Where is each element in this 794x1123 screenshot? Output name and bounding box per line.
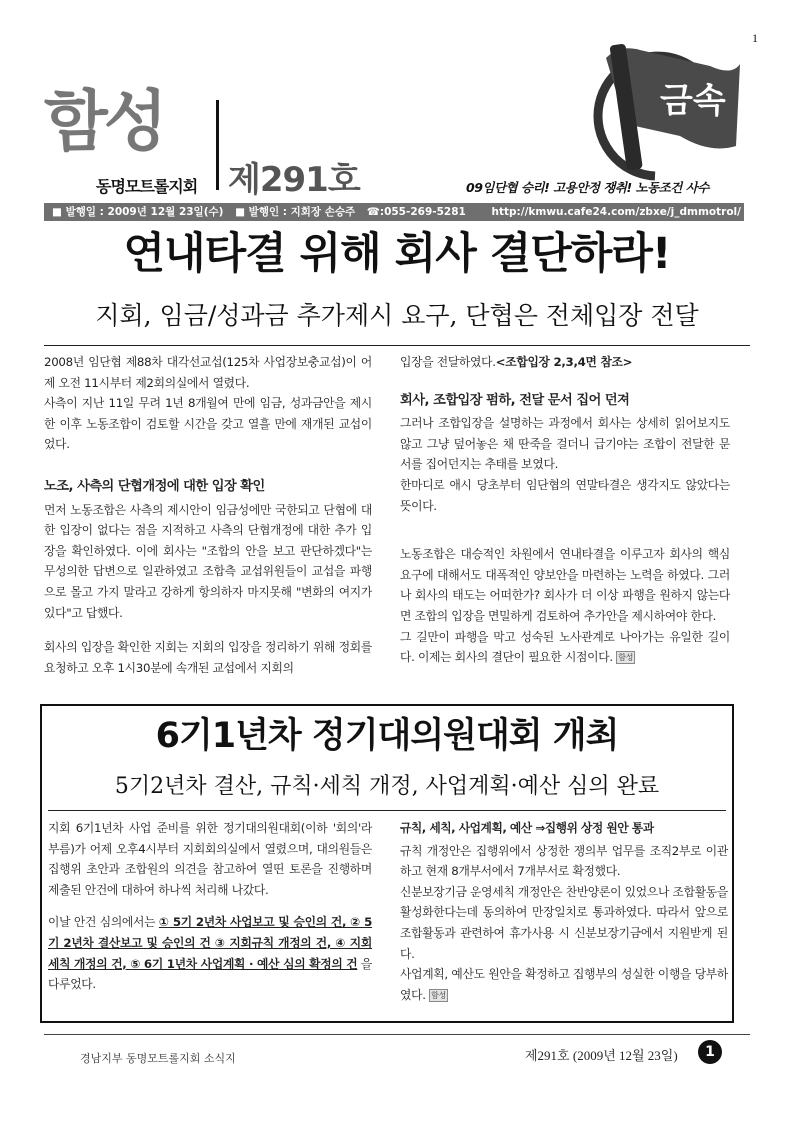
section-heading: 회사, 조합입장 펌하, 전달 문서 집어 던져 xyxy=(400,392,630,408)
paragraph: 입장을 전달하였다.<조합입장 2,3,4면 참조> xyxy=(400,355,633,369)
slogan: 09임단협 승리! 고용안정 쟁취! 노동조건 사수 xyxy=(466,180,709,195)
paragraph: 사측이 지난 11일 무려 1년 8개월여 만에 임금, 성과금안을 제시한 이후 노동조합이 검토할 시간을 갖고 열흘 만에 재개된 교섭이었다. xyxy=(44,396,372,452)
issue-number: 제291호 xyxy=(228,160,360,200)
paragraph: 그 길만이 파행을 막고 성숙된 노사관계로 나아가는 유일한 길이다. 이제는 회사의 결단이 필요한 시점이다. 함성 xyxy=(400,629,730,665)
section-heading: 규칙, 세칙, 사업계획, 예산 ⇒집행위 상정 원안 통과 xyxy=(400,821,654,835)
paragraph: 먼저 노동조합은 사측의 제시안이 임금성에만 국한되고 단협에 대한 입장이 없다는 점을 지적하고 사측의 단협개정에 대한 추가 입장을 확인하였다. 이에 회사는 "조합의 안을 보고 판단하겠다"는 무성의한 답변으로 일관하였고 조합측 교섭위원들이 교섭을 파행으로 몰고 가지 말라고 강하게 항의하자 마지못해 "변화의 여지가 있다"고 답했다. xyxy=(44,502,372,620)
article2-right-column xyxy=(400,818,728,1005)
footer-rule xyxy=(44,1034,750,1035)
footer-page-badge: 1 xyxy=(698,1040,722,1064)
publish-date: ■ 발행일 : 2009년 12월 23일(수) xyxy=(52,206,224,218)
masthead-divider xyxy=(216,100,219,190)
article2-subheadline: 5기2년차 결산, 규칙·세칙 개정, 사업계획·예산 심의 완료 xyxy=(114,774,660,799)
article1-right-column xyxy=(400,352,730,668)
end-tag: 함성 xyxy=(618,653,634,663)
page-number: 1 xyxy=(752,31,758,45)
paragraph: 지회 6기1년차 사업 준비를 위한 정기대의원대회(이하 '회의'라 부름)가 어제 오후4시부터 지회회의실에서 열렸으며, 대의원들은 집행위 초안과 조합원의 의견을 참고하여 열띤 토론을 진행하며 제출된 안건에 대하여 하나씩 처리해 나갔다. xyxy=(48,821,372,897)
headline-rule xyxy=(44,345,750,346)
main-subheadline: 지회, 임금/성과금 추가제시 요구, 단협은 전체입장 전달 xyxy=(95,301,699,330)
paragraph: 신분보장기금 운영세칙 개정안은 찬반양론이 있었으나 조합활동을 활성화한다는데 동의하여 만장일치로 통과하였다. 따라서 앞으로 조합활동과 관련하여 휴가사용 시 신분보장기금에서 지원받게 된다. xyxy=(400,884,728,961)
main-headline: 연내타결 위해 회사 결단하라! xyxy=(123,229,671,279)
article2-headline: 6기1년차 정기대의원대회 개최 xyxy=(155,716,619,756)
union-flag-logo xyxy=(560,36,750,186)
reference-note: <조합입장 2,3,4면 참조> xyxy=(495,355,633,369)
footer-publication: 경남지부 동명모트롤지회 소식지 xyxy=(80,1052,236,1065)
agenda-items: ① 5기 2년차 사업보고 및 승인의 건, ② 5기 2년차 결산보고 및 승인의 건 ③ 지회규칙 개정의 건, ④ 지회 세칙 개정의 건, ⑤ 6기 1년차 사업계획 · 예산 심의 확정의 건 xyxy=(48,915,373,971)
paragraph: 이날 안건 심의에서는 ① 5기 2년차 사업보고 및 승인의 건, ② 5기 2년차 결산보고 및 승인의 건 ③ 지회규칙 개정의 건, ④ 지회 세칙 개정의 건, ⑤ 6기 1년차 사업계획 · 예산 심의 확정의 건 을 다루었다. xyxy=(48,915,373,992)
website-link[interactable]: http://kmwu.cafe24.com/zbxe/j_dmmotrol/ xyxy=(491,206,741,218)
end-tag: 함성 xyxy=(431,990,446,1000)
publisher: ■ 발행인 : 지회장 손승주 xyxy=(235,206,356,218)
newsletter-title: 함성 xyxy=(44,83,164,160)
paragraph: 회사의 입장을 확인한 지회는 지회의 입장을 정리하기 위해 정회를 요청하고 오후 1시30분에 속개된 교섭에서 지회의 xyxy=(44,640,372,675)
section-heading: 노조, 사측의 단협개정에 대한 입장 확인 xyxy=(44,478,265,494)
article2-left-column xyxy=(48,818,372,995)
branch-name: 동명모트롤지회 xyxy=(96,177,198,196)
flag-text: 금속 xyxy=(660,81,726,121)
paragraph: 2008년 임단협 제88차 대각선교섭(125차 사업장보충교섭)이 어제 오전 11시부터 제2회의실에서 열렸다. xyxy=(44,355,372,390)
paragraph: 노동조합은 대승적인 차원에서 연내타결을 이루고자 회사의 핵심요구에 대해서도 대폭적인 양보안을 마련하는 노력을 하였다. 그러나 회사의 태도는 어떠한가? 회사가 더 이상 파행을 원하지 않는다면 조합의 입장을 면밀하게 검토하여 추가안을 제시하여야 한다. xyxy=(400,547,730,623)
paragraph: 그러나 조합입장을 설명하는 과정에서 회사는 상세히 읽어보지도 않고 그냥 덮어놓은 채 딴죽을 걸더니 급기야는 조합이 전달한 문서를 집어던지는 추태를 보였다. xyxy=(400,416,730,472)
paragraph: 규칙 개정안은 집행위에서 상정한 쟁의부 업무를 조직2부로 이관하고 현재 8개부서에서 7개부서로 확정했다. xyxy=(400,843,728,879)
phone: ☎:055-269-5281 xyxy=(366,206,466,218)
publication-info-bar xyxy=(44,203,744,221)
paragraph: 한마디로 애시 당초부터 임단협의 연말타결은 생각지도 않았다는 뜻이다. xyxy=(400,477,730,513)
box-rule xyxy=(48,810,726,811)
article1-left-column xyxy=(44,352,372,678)
footer-issue-date: 제291호 (2009년 12월 23일) xyxy=(525,1048,678,1063)
paragraph: 사업계획, 예산도 원안을 확정하고 집행부의 성실한 이행을 당부하였다. 함성 xyxy=(400,967,728,1002)
